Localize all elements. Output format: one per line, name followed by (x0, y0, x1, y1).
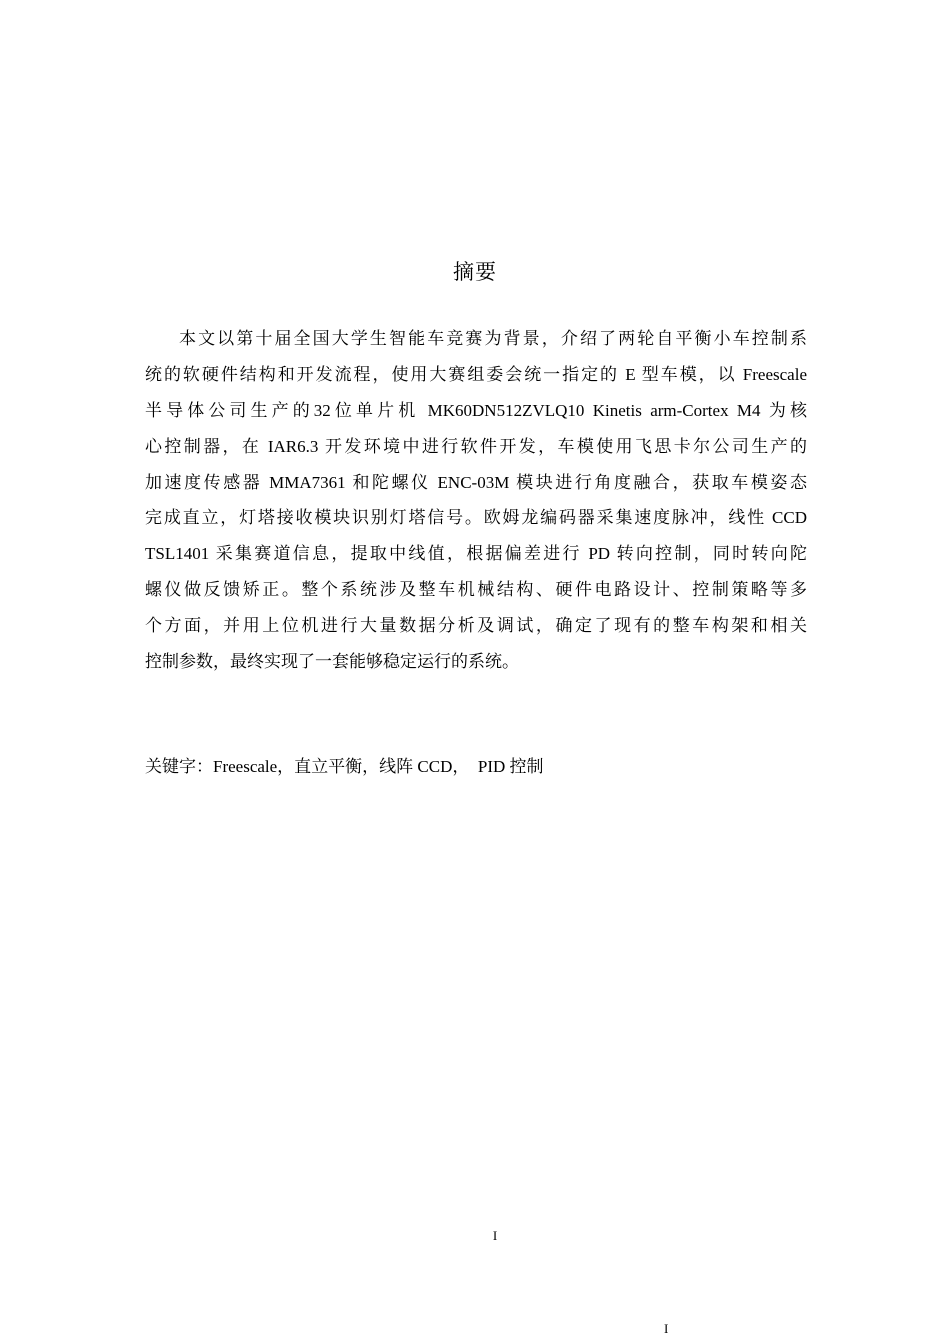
page-number: I (492, 1228, 498, 1243)
abstract-line: 统的软硬件结构和开发流程，使用大赛组委会统一指定的 E 型车模，以 Freescale (145, 364, 807, 384)
abstract-line: 本文以第十届全国大学生智能车竞赛为背景，介绍了两轮自平衡小车控制系 (179, 329, 807, 348)
keywords-line: 关键字：Freescale，直立平衡，线阵 CCD， PID 控制 (145, 757, 544, 776)
abstract-line: 个方面，并用上位机进行大量数据分析及调试，确定了现有的整车构架和相关 (145, 616, 807, 636)
abstract-line: 心控制器，在 IAR6.3 开发环境中进行软件开发，车模使用飞思卡尔公司生产的 (145, 436, 807, 456)
abstract-line: 半导体公司生产的32位单片机 MK60DN512ZVLQ10 Kinetis arm-Cortex M4 为核 (145, 400, 807, 420)
abstract-line: 加速度传感器 MMA7361 和陀螺仪 ENC-03M 模块进行角度融合，获取车模姿态 (145, 472, 807, 492)
abstract-line: TSL1401 采集赛道信息，提取中线值，根据偏差进行 PD 转向控制，同时转向陀 (145, 544, 807, 564)
abstract-line: 完成直立，灯塔接收模块识别灯塔信号。欧姆龙编码器采集速度脉冲，线性 CCD (145, 508, 807, 528)
abstract-line: 螺仪做反馈矫正。整个系统涉及整车机械结构、硬件电路设计、控制策略等多 (145, 580, 807, 600)
abstract-title: 摘要 (453, 260, 497, 284)
abstract-body (145, 321, 807, 680)
abstract-line: 控制参数，最终实现了一套能够稳定运行的系统。 (145, 652, 519, 672)
footer-page-number: I (664, 1321, 669, 1336)
